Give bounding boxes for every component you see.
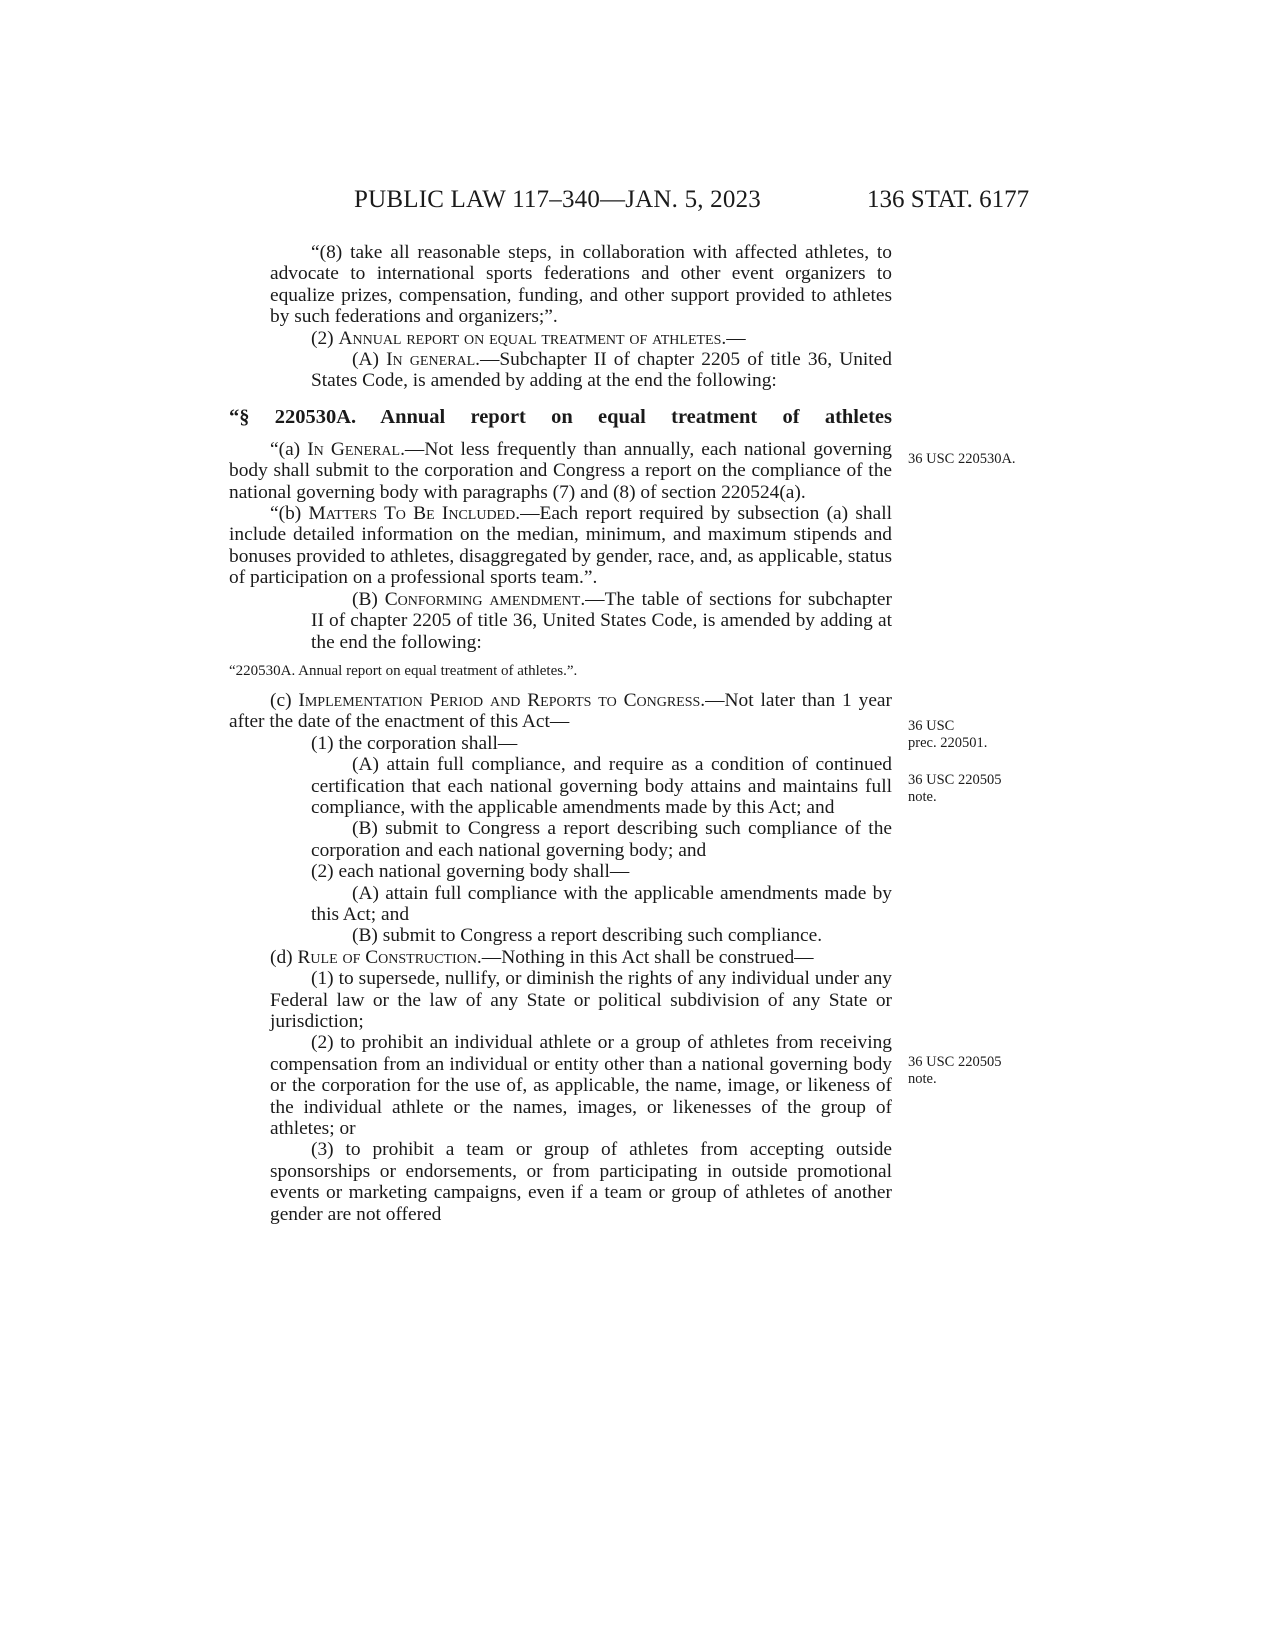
subsection-d xyxy=(229,947,892,968)
body-text-column xyxy=(229,242,892,1225)
page-citation: 136 STAT. 6177 xyxy=(867,186,1030,213)
margin-note-implementation-line1: 36 USC 220505 xyxy=(908,772,1002,788)
subsection-d-paragraph-2: (2) to prohibit an individual athlete or a group of athletes from receiving compensation from an individual or entity other than a national governing body or the corporation for the use of, as applicable, the name, image, or likeness of the individual athlete or the names, images, or likenesses of the group of athletes; or xyxy=(270,1032,892,1140)
subsection-a-heading: In General. xyxy=(307,438,405,460)
subsection-c-number: (c) xyxy=(270,689,292,711)
running-header-title: PUBLIC LAW 117–340—JAN. 5, 2023 xyxy=(354,186,761,213)
subsection-c xyxy=(229,690,892,733)
margin-note-table-line2: prec. 220501. xyxy=(908,735,988,751)
margin-note-section: 36 USC 220530A. xyxy=(908,451,1016,467)
subsection-c-2b: (B) submit to Congress a report describing such compliance. xyxy=(352,925,823,947)
subparagraph-2b xyxy=(229,589,892,653)
subparagraph-2b-heading: Conforming amendment. xyxy=(384,588,586,610)
subsection-d-paragraph-1: (1) to supersede, nullify, or diminish the rights of any individual under any Federal law or the law of any State or political subdivision of any State or jurisdiction; xyxy=(270,968,892,1032)
subsection-c-text: —Not later than 1 year after the date of the enactment of this Act— xyxy=(229,689,892,733)
subsection-d-heading: Rule of Construction. xyxy=(297,946,482,968)
margin-note-implementation xyxy=(908,772,1001,806)
subsection-b-text: —Each report required by subsection (a) shall include detailed information on the median, minimum, and maximum stipends and bonuses provided to athletes, disaggregated by gender, race, and, as applicable, status of participation on a professional sports team.”. xyxy=(229,503,892,589)
subsection-c-paragraph-1: (1) the corporation shall— xyxy=(311,732,518,754)
margin-note-construction xyxy=(908,1054,1001,1088)
subparagraph-2b-text: —The table of sections for subchapter II of chapter 2205 of title 36, United States Code, is amended by adding at the end the following: xyxy=(311,588,892,653)
margin-note-table xyxy=(908,718,987,752)
subsection-c-heading: Implementation Period and Reports to Congress. xyxy=(298,689,706,711)
subsection-c-1a: (A) attain full compliance, and require as a condition of continued certification that each national governing body attains and maintains full compliance, with the applicable amendments made by this Act; and xyxy=(311,754,892,818)
subparagraph-2b-number: (B) xyxy=(352,588,378,610)
subsection-a-text: —Not less frequently than annually, each national governing body shall submit to the corporation and Congress a report on the compliance of the national governing body with paragraphs (7) and (8) of section 220524(a). xyxy=(229,438,892,503)
paragraph-2-number: (2) xyxy=(311,327,334,349)
subsection-d-text: —Nothing in this Act shall be construed— xyxy=(481,946,814,968)
subsection-a xyxy=(229,439,892,503)
margin-note-implementation-line2: note. xyxy=(908,789,937,805)
subsection-c-1b: (B) submit to Congress a report describing such compliance of the corporation and each national governing body; and xyxy=(311,818,892,861)
paragraph-8: “(8) take all reasonable steps, in collaboration with affected athletes, to advocate to international sports federations and other event organizers to equalize prizes, compensation, funding, and other support provided to athletes by such federations and organizers;”. xyxy=(270,242,892,328)
paragraph-2 xyxy=(229,328,892,349)
subsection-b-heading: Matters To Be Included. xyxy=(308,503,521,525)
subsection-c-paragraph-2: (2) each national governing body shall— xyxy=(311,861,630,883)
paragraph-2-dash: — xyxy=(726,327,746,349)
margin-note-construction-line2: note. xyxy=(908,1071,937,1087)
margin-note-construction-line1: 36 USC 220505 xyxy=(908,1054,1002,1070)
subparagraph-2a-number: (A) xyxy=(352,349,379,371)
subsection-d-number: (d) xyxy=(270,946,293,968)
section-heading: “§ 220530A. Annual report on equal treatment of athletes xyxy=(229,405,892,428)
subsection-d-paragraph-3: (3) to prohibit a team or group of athletes from accepting outside sponsorships or endorsements, or from participating in outside promotional events or marketing campaigns, even if a team or group of athletes of another gender are not offered xyxy=(270,1139,892,1225)
subsection-c-2a: (A) attain full compliance with the applicable amendments made by this Act; and xyxy=(311,882,892,925)
margin-note-table-line1: 36 USC xyxy=(908,718,955,734)
subparagraph-2a-text: —Subchapter II of chapter 2205 of title 36, United States Code, is amended by adding at the end the following: xyxy=(311,349,892,392)
subsection-b-number: “(b) xyxy=(270,503,302,525)
table-of-sections-entry: “220530A. Annual report on equal treatment of athletes.”. xyxy=(229,662,578,679)
subsection-a-number: “(a) xyxy=(270,438,301,460)
paragraph-2-heading: Annual report on equal treatment of athletes. xyxy=(338,327,727,349)
subparagraph-2a xyxy=(229,349,892,392)
subparagraph-2a-heading: In general. xyxy=(386,349,480,371)
subsection-b xyxy=(229,503,892,589)
